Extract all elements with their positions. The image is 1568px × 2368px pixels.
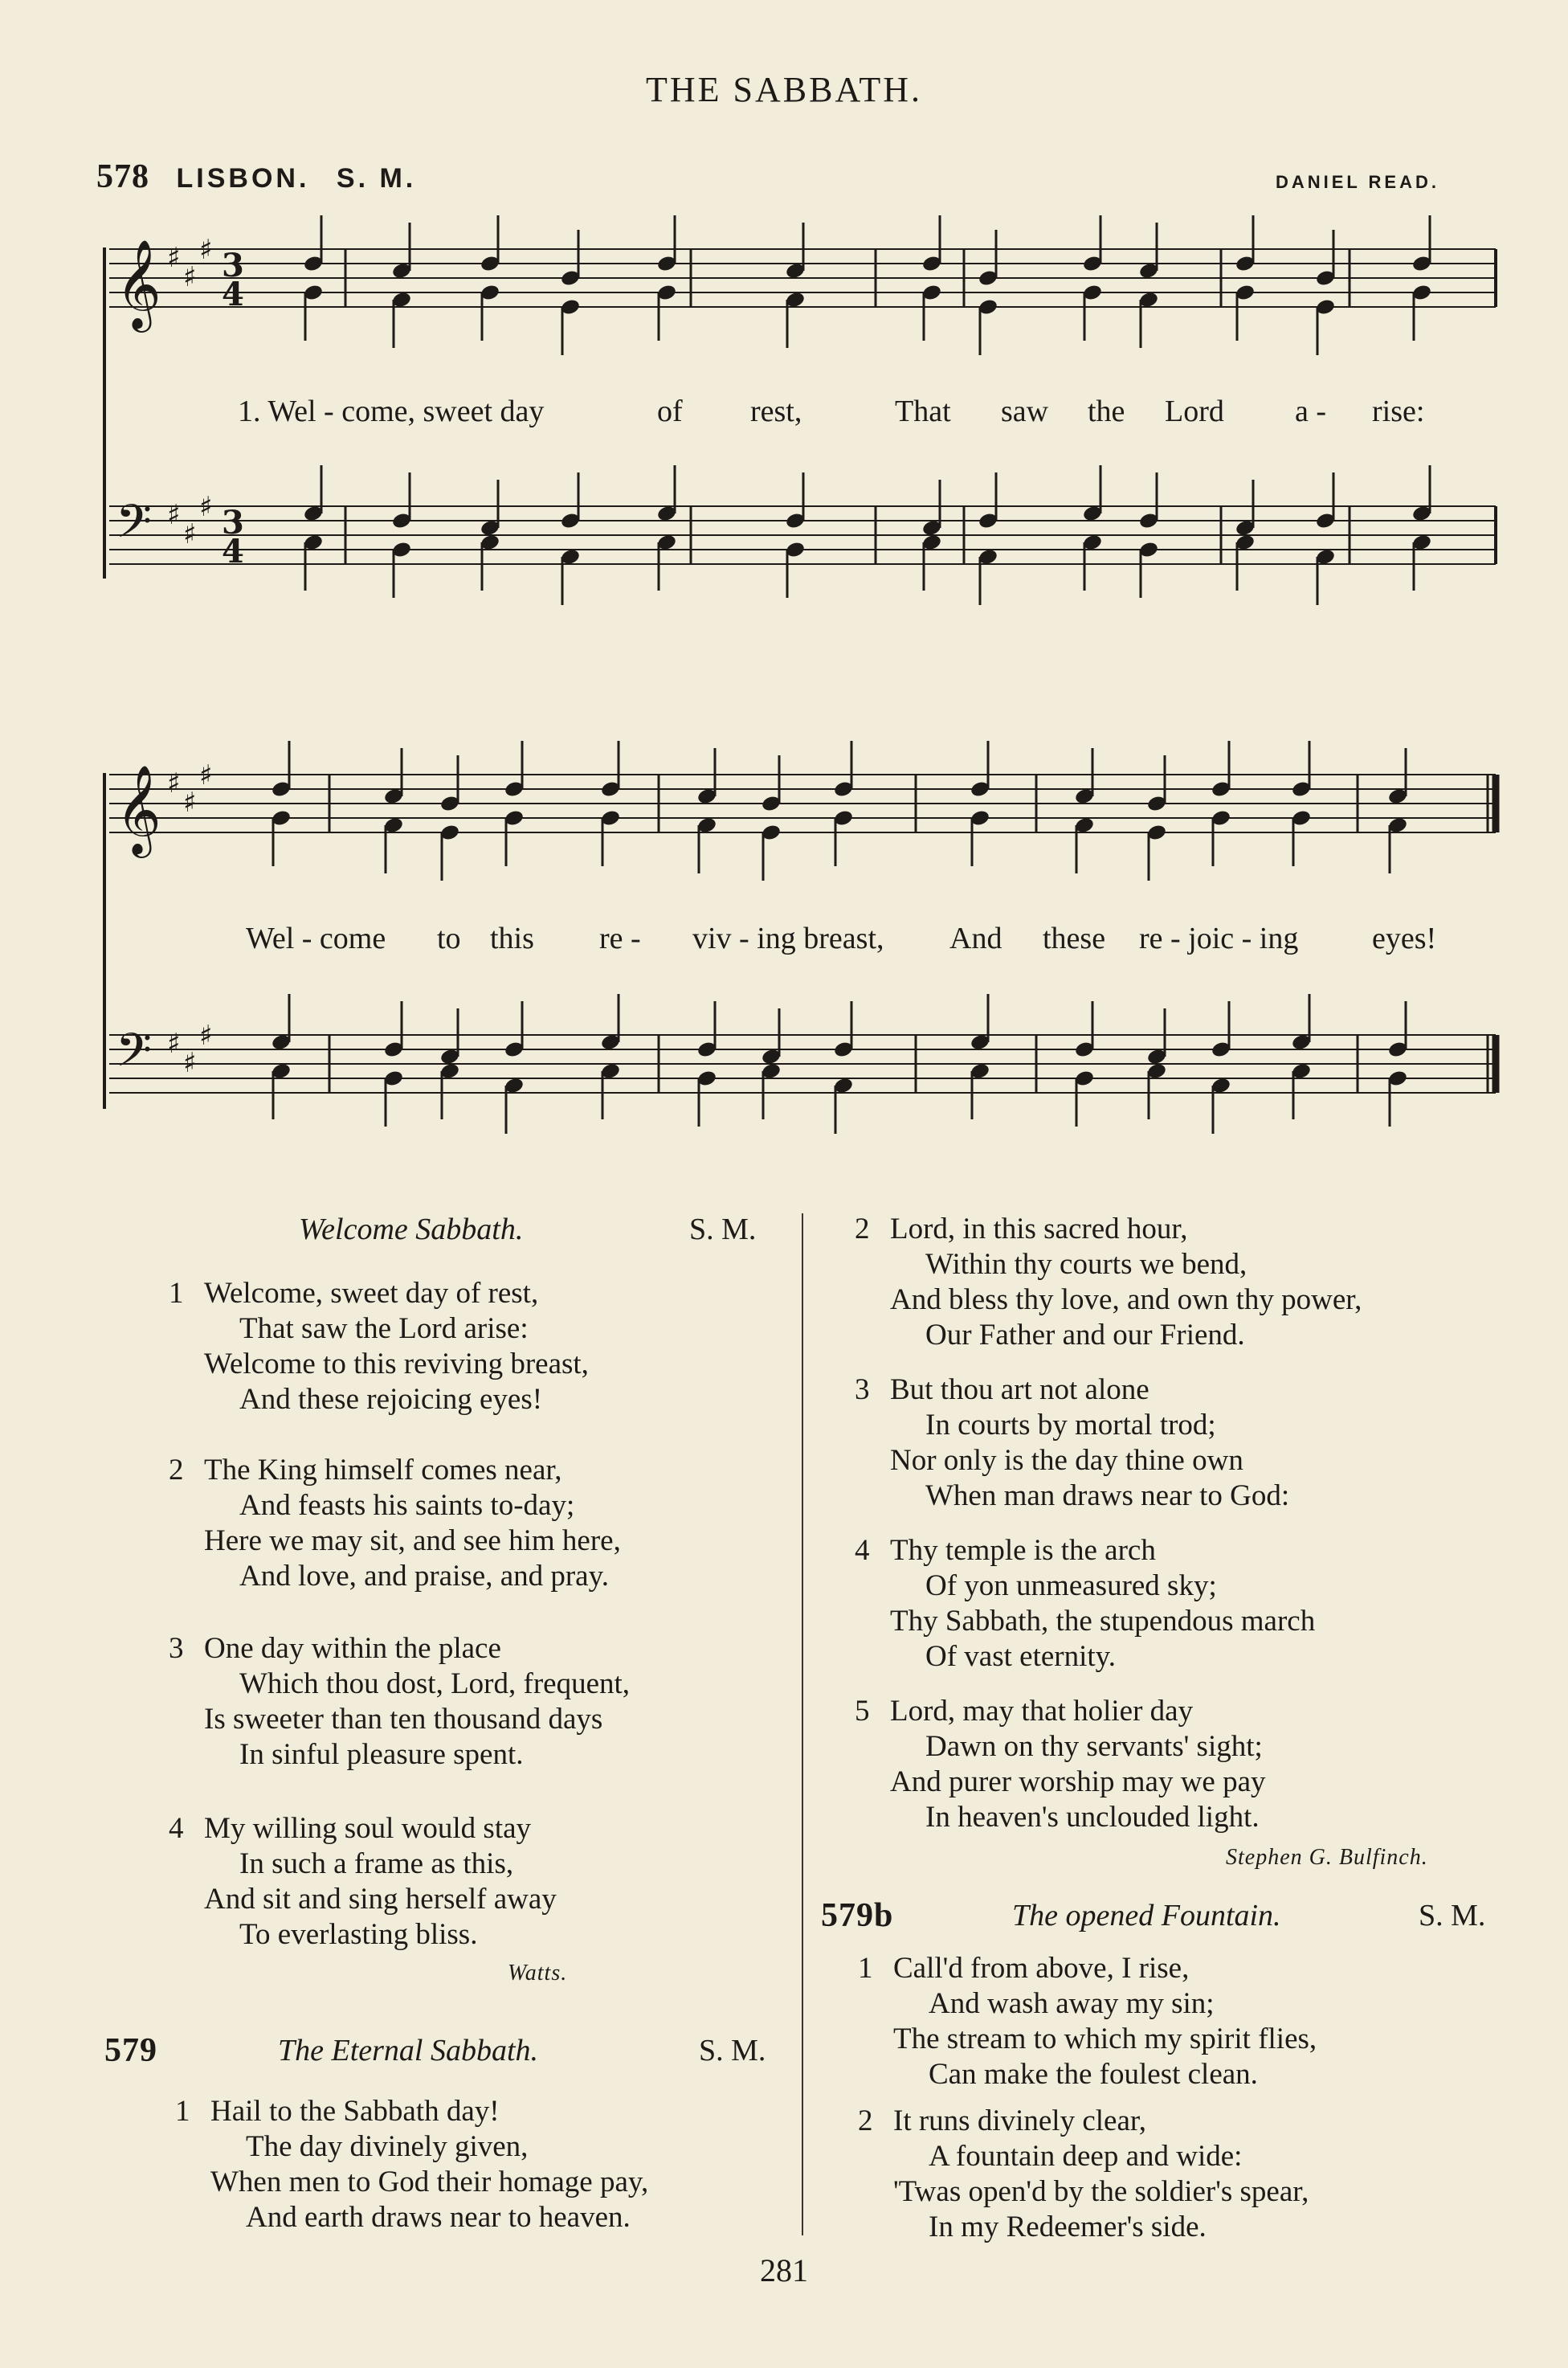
verse-line: Welcome to this reviving breast, <box>204 1348 589 1380</box>
verse-line: But thou art not alone <box>890 1373 1149 1406</box>
verse-line: Hail to the Sabbath day! <box>210 2095 500 2128</box>
sharp-sign: ♯ <box>167 767 181 800</box>
verse-line: The stream to which my spirit flies, <box>893 2022 1317 2055</box>
verse-line: In courts by mortal trod; <box>925 1409 1216 1442</box>
verse-line: Our Father and our Friend. <box>925 1319 1245 1352</box>
verse-line: When men to God their homage pay, <box>210 2166 649 2198</box>
verse <box>169 1276 589 1417</box>
lyric-syllable: re - joic - ing <box>1139 922 1299 955</box>
lyric-syllable: eyes! <box>1372 922 1437 955</box>
hymn-title: Welcome Sabbath. <box>299 1213 524 1246</box>
verse-line: Of vast eternity. <box>925 1640 1116 1673</box>
time-signature-bottom: 4 <box>222 533 244 571</box>
verse-line: To everlasting bliss. <box>239 1918 478 1951</box>
verse <box>169 1453 621 1594</box>
verse-line: Here we may sit, and see him here, <box>204 1524 621 1557</box>
verse-number: 4 <box>855 1534 870 1567</box>
verse-line: Within thy courts we bend, <box>925 1248 1247 1281</box>
verse-number: 3 <box>855 1373 870 1406</box>
verse-number: 1 <box>169 1277 184 1310</box>
verse-line: It runs divinely clear, <box>893 2104 1146 2137</box>
hymn-number-579: 579 <box>104 2032 157 2069</box>
hymn-title: The opened Fountain. <box>1012 1899 1281 1932</box>
verse-number: 4 <box>169 1812 184 1845</box>
verse <box>855 1212 1362 1353</box>
verse-line: Welcome, sweet day of rest, <box>204 1277 539 1310</box>
verse <box>169 1811 557 1953</box>
sharp-sign: ♯ <box>199 234 213 266</box>
verse-line: Dawn on thy servants' sight; <box>925 1730 1263 1763</box>
lyric-syllable: to <box>437 922 461 955</box>
verse <box>175 2094 649 2235</box>
sharp-sign: ♯ <box>199 491 213 523</box>
verse-number: 1 <box>175 2095 190 2128</box>
verse-line: My willing soul would stay <box>204 1812 532 1845</box>
time-signature-bottom: 4 <box>222 276 244 313</box>
hymn-578-header <box>96 157 416 196</box>
lyric-syllable: And <box>949 922 1002 955</box>
hymn-number-579b: 579b <box>821 1897 894 1934</box>
time-signature-top: 3 <box>222 504 244 542</box>
verse-line: Can make the foulest clean. <box>929 2058 1258 2091</box>
hymn-number: 578 <box>96 158 149 195</box>
verse-line: That saw the Lord arise: <box>239 1312 529 1345</box>
verse <box>858 2104 1309 2245</box>
treble-clef: 𝄞 <box>116 239 161 329</box>
tune-name: LISBON. <box>176 163 310 194</box>
verse-number: 3 <box>169 1632 184 1665</box>
verse-line: Nor only is the day thine own <box>890 1444 1243 1477</box>
verse-line: And love, and praise, and pray. <box>239 1560 609 1593</box>
running-head: THE SABBATH. <box>645 70 923 109</box>
author-attribution: Stephen G. Bulfinch. <box>1226 1845 1428 1870</box>
sharp-sign: ♯ <box>183 518 197 550</box>
verse-line: The King himself comes near, <box>204 1454 562 1487</box>
hymn-meter: S. M. <box>689 1213 757 1246</box>
verse-line: The day divinely given, <box>246 2130 529 2163</box>
bass-clef: 𝄢 <box>116 1023 153 1089</box>
lyric-syllable: a - <box>1295 395 1327 428</box>
verse-line: In heaven's unclouded light. <box>925 1801 1260 1834</box>
lyric-syllable: That <box>895 395 951 428</box>
sharp-sign: ♯ <box>183 787 197 819</box>
verse-line: When man draws near to God: <box>925 1479 1290 1512</box>
verse-line: In sinful pleasure spent. <box>239 1738 524 1771</box>
sharp-sign: ♯ <box>167 499 181 531</box>
lyric-syllable: this <box>490 922 534 955</box>
verse-line: Thy temple is the arch <box>890 1534 1156 1567</box>
lyric-syllable: 1. Wel - come, sweet day <box>238 395 545 428</box>
verse-line: Is sweeter than ten thousand days <box>204 1703 603 1736</box>
verse <box>855 1533 1316 1675</box>
composer-name: DANIEL READ. <box>1275 172 1439 192</box>
hymn-meter: S. M. <box>1419 1899 1486 1932</box>
verse-line: In such a frame as this, <box>239 1847 514 1880</box>
verse-line: Call'd from above, I rise, <box>893 1952 1190 1985</box>
verse-line: Lord, may that holier day <box>890 1695 1194 1728</box>
tune-meter: S. M. <box>336 163 417 194</box>
lyric-syllable: these <box>1043 922 1106 955</box>
hymn-title: The Eternal Sabbath. <box>278 2034 539 2067</box>
column-divider <box>802 1213 803 2235</box>
verse-number: 2 <box>858 2104 873 2137</box>
lyric-syllable: rest, <box>750 395 802 428</box>
lyric-syllable: Wel - come <box>246 922 386 955</box>
sharp-sign: ♯ <box>199 1020 213 1052</box>
music-system-1 <box>0 209 1568 787</box>
verse-line: One day within the place <box>204 1632 501 1665</box>
verse-line: And bless thy love, and own thy power, <box>890 1283 1362 1316</box>
verse <box>855 1372 1290 1514</box>
verse <box>858 1951 1317 2092</box>
hymn-meter: S. M. <box>699 2034 766 2067</box>
verse <box>169 1631 631 1773</box>
sharp-sign: ♯ <box>167 242 181 274</box>
verse-number: 1 <box>858 1952 873 1985</box>
lyric-syllable: re - <box>599 922 641 955</box>
lyric-syllable: the <box>1088 395 1125 428</box>
verse-line: And feasts his saints to-day; <box>239 1489 575 1522</box>
verse-line: Which thou dost, Lord, frequent, <box>239 1667 631 1700</box>
lyric-syllable: rise: <box>1372 395 1425 428</box>
treble-clef: 𝄞 <box>116 764 161 854</box>
bass-clef: 𝄢 <box>116 494 153 560</box>
lyric-syllable: of <box>657 395 683 428</box>
sharp-sign: ♯ <box>183 1047 197 1079</box>
verse-line: And wash away my sin; <box>929 1987 1215 2020</box>
verse-line: A fountain deep and wide: <box>929 2140 1243 2173</box>
lyric-syllable: saw <box>1001 395 1049 428</box>
verse-line: And purer worship may we pay <box>890 1765 1266 1798</box>
sharp-sign: ♯ <box>167 1028 181 1060</box>
verse-number: 5 <box>855 1695 870 1728</box>
lyric-syllable: viv - ing breast, <box>692 922 884 955</box>
sharp-sign: ♯ <box>199 759 213 791</box>
verse-line: Of yon unmeasured sky; <box>925 1569 1217 1602</box>
verse-line: 'Twas open'd by the soldier's spear, <box>893 2175 1309 2208</box>
verse-line: And these rejoicing eyes! <box>239 1383 543 1416</box>
verse <box>855 1694 1266 1835</box>
lyric-syllable: Lord <box>1165 395 1224 428</box>
verse-number: 2 <box>855 1213 870 1245</box>
verse-number: 2 <box>169 1454 184 1487</box>
verse-line: Lord, in this sacred hour, <box>890 1213 1188 1245</box>
time-signature-top: 3 <box>222 247 244 284</box>
verse-line: In my Redeemer's side. <box>929 2211 1207 2243</box>
sharp-sign: ♯ <box>183 261 197 293</box>
verse-line: Thy Sabbath, the stupendous march <box>890 1605 1316 1638</box>
verse-line: And earth draws near to heaven. <box>246 2201 631 2234</box>
author-attribution: Watts. <box>508 1961 568 1986</box>
verse-line: And sit and sing herself away <box>204 1883 557 1916</box>
page-number: 281 <box>760 2252 808 2288</box>
